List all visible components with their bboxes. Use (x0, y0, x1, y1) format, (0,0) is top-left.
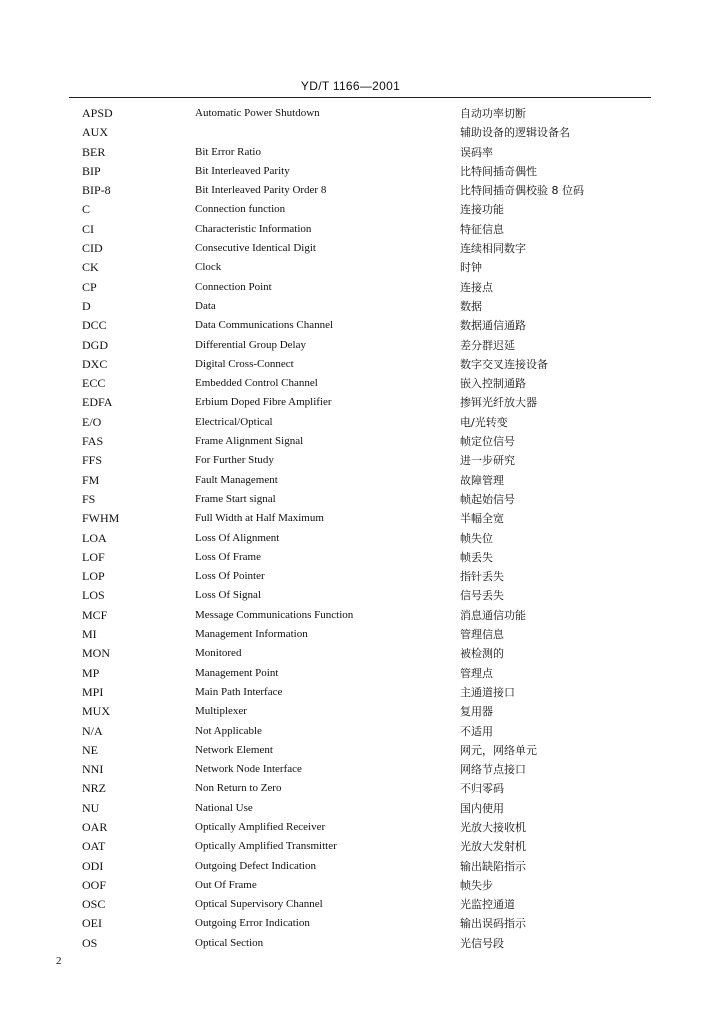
abbreviation-row (0, 625, 701, 644)
abbreviation-chinese: 输出缺陷指示 (460, 859, 526, 873)
abbreviation-term: D (82, 298, 91, 313)
abbreviation-chinese: 数据通信通路 (460, 319, 526, 333)
abbreviation-term: NU (82, 800, 100, 815)
abbreviation-row (0, 316, 701, 335)
abbreviation-english: Erbium Doped Fibre Amplifier (195, 396, 332, 409)
abbreviation-list (0, 104, 701, 953)
abbreviation-term: MCF (82, 607, 108, 622)
abbreviation-row (0, 567, 701, 586)
abbreviation-row (0, 722, 701, 741)
abbreviation-chinese: 指针丢失 (460, 570, 504, 584)
abbreviation-term: OAT (82, 839, 106, 854)
abbreviation-term: MON (82, 646, 111, 661)
abbreviation-chinese: 掺铒光纤放大器 (460, 396, 537, 410)
header-rule (69, 97, 651, 98)
abbreviation-row (0, 895, 701, 914)
abbreviation-term: OSC (82, 897, 106, 912)
abbreviation-chinese: 特征信息 (460, 222, 504, 236)
abbreviation-chinese: 数据 (460, 299, 482, 313)
abbreviation-chinese: 自动功率切断 (460, 107, 526, 120)
abbreviation-row (0, 104, 701, 123)
abbreviation-english: Data Communications Channel (195, 319, 334, 332)
abbreviation-english: Bit Error Ratio (195, 145, 261, 158)
abbreviation-term: MI (82, 627, 97, 642)
abbreviation-row (0, 644, 701, 663)
abbreviation-row (0, 393, 701, 412)
abbreviation-chinese: 网元，网络单元 (460, 743, 537, 757)
abbreviation-term: ODI (82, 858, 104, 873)
abbreviation-term: CI (82, 221, 94, 236)
abbreviation-row (0, 586, 701, 605)
abbreviation-term: LOP (82, 569, 105, 584)
abbreviation-chinese: 帧失步 (460, 878, 493, 892)
abbreviation-term: OOF (82, 877, 107, 892)
abbreviation-term: LOA (82, 530, 107, 545)
abbreviation-english: Clock (195, 261, 222, 274)
abbreviation-term: N/A (82, 723, 103, 738)
abbreviation-english: Differential Group Delay (195, 338, 306, 351)
abbreviation-term: BIP (82, 163, 101, 178)
abbreviation-term: CK (82, 260, 99, 275)
abbreviation-chinese: 连续相同数字 (460, 242, 526, 256)
abbreviation-english: Not Applicable (195, 724, 262, 737)
abbreviation-english: Network Element (195, 743, 273, 756)
abbreviation-chinese: 光放大接收机 (460, 820, 526, 834)
abbreviation-row (0, 374, 701, 393)
abbreviation-term: BER (82, 144, 106, 159)
abbreviation-row (0, 914, 701, 933)
abbreviation-english: Main Path Interface (195, 685, 283, 698)
abbreviation-term: FM (82, 472, 100, 487)
abbreviation-row (0, 143, 701, 162)
abbreviation-english: Consecutive Identical Digit (195, 242, 316, 255)
abbreviation-row (0, 548, 701, 567)
abbreviation-term: OS (82, 935, 98, 950)
abbreviation-english: Embedded Control Channel (195, 377, 318, 390)
abbreviation-row (0, 471, 701, 490)
abbreviation-chinese: 时钟 (460, 261, 482, 275)
abbreviation-english: Network Node Interface (195, 763, 302, 776)
abbreviation-row (0, 934, 701, 953)
abbreviation-row (0, 760, 701, 779)
abbreviation-term: NRZ (82, 781, 106, 796)
abbreviation-english: Multiplexer (195, 705, 247, 718)
abbreviation-term: OAR (82, 819, 108, 834)
abbreviation-chinese: 消息通信功能 (460, 608, 526, 622)
abbreviation-english: Non Return to Zero (195, 782, 282, 795)
abbreviation-chinese: 差分群迟延 (460, 338, 515, 352)
abbreviation-term: DGD (82, 337, 108, 352)
abbreviation-chinese: 帧丢失 (460, 550, 493, 564)
abbreviation-row (0, 818, 701, 837)
abbreviation-row (0, 297, 701, 316)
abbreviation-english: Connection function (195, 203, 286, 216)
abbreviation-row (0, 258, 701, 277)
abbreviation-english: For Further Study (195, 454, 274, 467)
abbreviation-chinese: 光放大发射机 (460, 840, 526, 854)
abbreviation-english: Characteristic Information (195, 222, 312, 235)
abbreviation-english: Management Point (195, 666, 279, 679)
abbreviation-term: FWHM (82, 511, 120, 526)
abbreviation-row (0, 702, 701, 721)
abbreviation-term: BIP-8 (82, 183, 111, 198)
abbreviation-english: Bit Interleaved Parity (195, 164, 290, 177)
abbreviation-term: MUX (82, 704, 111, 719)
abbreviation-chinese: 嵌入控制通路 (460, 377, 526, 391)
abbreviation-english: Optically Amplified Transmitter (195, 840, 337, 853)
abbreviation-english: Digital Cross-Connect (195, 357, 294, 370)
standard-header: YD/T 1166—2001 (300, 79, 401, 93)
abbreviation-english: Automatic Power Shutdown (195, 107, 320, 119)
abbreviation-row (0, 278, 701, 297)
abbreviation-term: MP (82, 665, 100, 680)
abbreviation-english: Loss Of Frame (195, 550, 261, 563)
abbreviation-chinese: 比特间插奇偶性 (460, 164, 537, 178)
abbreviation-term: NNI (82, 762, 104, 777)
abbreviation-chinese: 光监控通道 (460, 898, 515, 912)
abbreviation-english: Message Communications Function (195, 608, 354, 621)
abbreviation-term: ECC (82, 376, 106, 391)
abbreviation-row (0, 837, 701, 856)
abbreviation-chinese: 不归零码 (460, 782, 504, 796)
page-number: 2 (56, 955, 62, 967)
abbreviation-chinese: 连接功能 (460, 203, 504, 217)
abbreviation-chinese: 输出误码指示 (460, 917, 526, 931)
abbreviation-english: Loss Of Signal (195, 589, 261, 602)
abbreviation-chinese: 主通道接口 (460, 685, 515, 699)
abbreviation-row (0, 857, 701, 876)
abbreviation-term: AUX (82, 125, 108, 140)
abbreviation-term: DXC (82, 356, 108, 371)
abbreviation-row (0, 606, 701, 625)
abbreviation-term: DCC (82, 318, 107, 333)
abbreviation-english: Optical Supervisory Channel (195, 898, 323, 911)
abbreviation-row (0, 451, 701, 470)
abbreviation-term: C (82, 202, 91, 217)
abbreviation-term: LOF (82, 549, 105, 564)
abbreviation-chinese: 光信号段 (460, 936, 504, 950)
abbreviation-term: MPI (82, 684, 104, 699)
abbreviation-row (0, 181, 701, 200)
abbreviation-row (0, 239, 701, 258)
abbreviation-chinese: 管理点 (460, 666, 493, 680)
abbreviation-chinese: 不适用 (460, 724, 493, 738)
abbreviation-chinese: 误码率 (460, 145, 493, 159)
abbreviation-term: CP (82, 279, 97, 294)
abbreviation-row (0, 200, 701, 219)
abbreviation-english: Bit Interleaved Parity Order 8 (195, 184, 327, 197)
abbreviation-english: Monitored (195, 647, 242, 660)
abbreviation-english: Outgoing Defect Indication (195, 859, 316, 872)
abbreviation-chinese: 网络节点接口 (460, 763, 526, 777)
abbreviation-english: National Use (195, 801, 253, 814)
abbreviation-english: Out Of Frame (195, 878, 257, 891)
abbreviation-row (0, 490, 701, 509)
abbreviation-english: Frame Alignment Signal (195, 435, 304, 448)
abbreviation-chinese: 连接点 (460, 280, 493, 294)
abbreviation-row (0, 876, 701, 895)
abbreviation-chinese: 数字交叉连接设备 (460, 357, 548, 371)
abbreviation-chinese: 比特间插奇偶校验 8 位码 (460, 184, 584, 198)
abbreviation-english: Connection Point (195, 280, 272, 293)
abbreviation-chinese: 帧失位 (460, 531, 493, 545)
abbreviation-english: Outgoing Error Indication (195, 917, 310, 930)
abbreviation-row (0, 664, 701, 683)
abbreviation-term: APSD (82, 106, 113, 120)
abbreviation-chinese: 帧起始信号 (460, 492, 515, 506)
abbreviation-english: Full Width at Half Maximum (195, 512, 324, 525)
abbreviation-row (0, 509, 701, 528)
abbreviation-row (0, 779, 701, 798)
abbreviation-english: Fault Management (195, 473, 278, 486)
abbreviation-chinese: 半幅全宽 (460, 512, 504, 526)
abbreviation-english: Optical Section (195, 936, 264, 949)
abbreviation-row (0, 123, 701, 142)
abbreviation-row (0, 413, 701, 432)
abbreviation-row (0, 529, 701, 548)
abbreviation-term: CID (82, 241, 103, 256)
abbreviation-english: Optically Amplified Receiver (195, 820, 326, 833)
abbreviation-term: FFS (82, 453, 103, 468)
abbreviation-chinese: 电/光转变 (460, 415, 508, 429)
abbreviation-row (0, 336, 701, 355)
abbreviation-term: OEI (82, 916, 102, 931)
abbreviation-term: NE (82, 742, 98, 757)
abbreviation-chinese: 复用器 (460, 705, 493, 719)
abbreviation-row (0, 799, 701, 818)
abbreviation-chinese: 国内使用 (460, 801, 504, 815)
abbreviation-chinese: 帧定位信号 (460, 435, 515, 449)
abbreviation-chinese: 辅助设备的逻辑设备名 (460, 126, 570, 140)
abbreviation-english: Frame Start signal (195, 492, 276, 505)
abbreviation-term: FAS (82, 434, 104, 449)
abbreviation-chinese: 故障管理 (460, 473, 504, 487)
abbreviation-english: Loss Of Pointer (195, 570, 265, 583)
abbreviation-english: Loss Of Alignment (195, 531, 280, 544)
abbreviation-english: Management Information (195, 628, 308, 641)
abbreviation-row (0, 355, 701, 374)
abbreviation-chinese: 进一步研究 (460, 454, 515, 468)
abbreviation-term: LOS (82, 588, 105, 603)
abbreviation-row (0, 432, 701, 451)
abbreviation-row (0, 683, 701, 702)
abbreviation-term: EDFA (82, 395, 113, 410)
abbreviation-row (0, 741, 701, 760)
abbreviation-english: Electrical/Optical (195, 415, 273, 428)
abbreviation-row (0, 162, 701, 181)
abbreviation-english: Data (195, 299, 216, 312)
abbreviation-chinese: 被检测的 (460, 647, 504, 661)
abbreviation-term: FS (82, 491, 96, 506)
abbreviation-chinese: 管理信息 (460, 628, 504, 642)
abbreviation-term: E/O (82, 414, 102, 429)
abbreviation-chinese: 信号丢失 (460, 589, 504, 603)
abbreviation-row (0, 220, 701, 239)
